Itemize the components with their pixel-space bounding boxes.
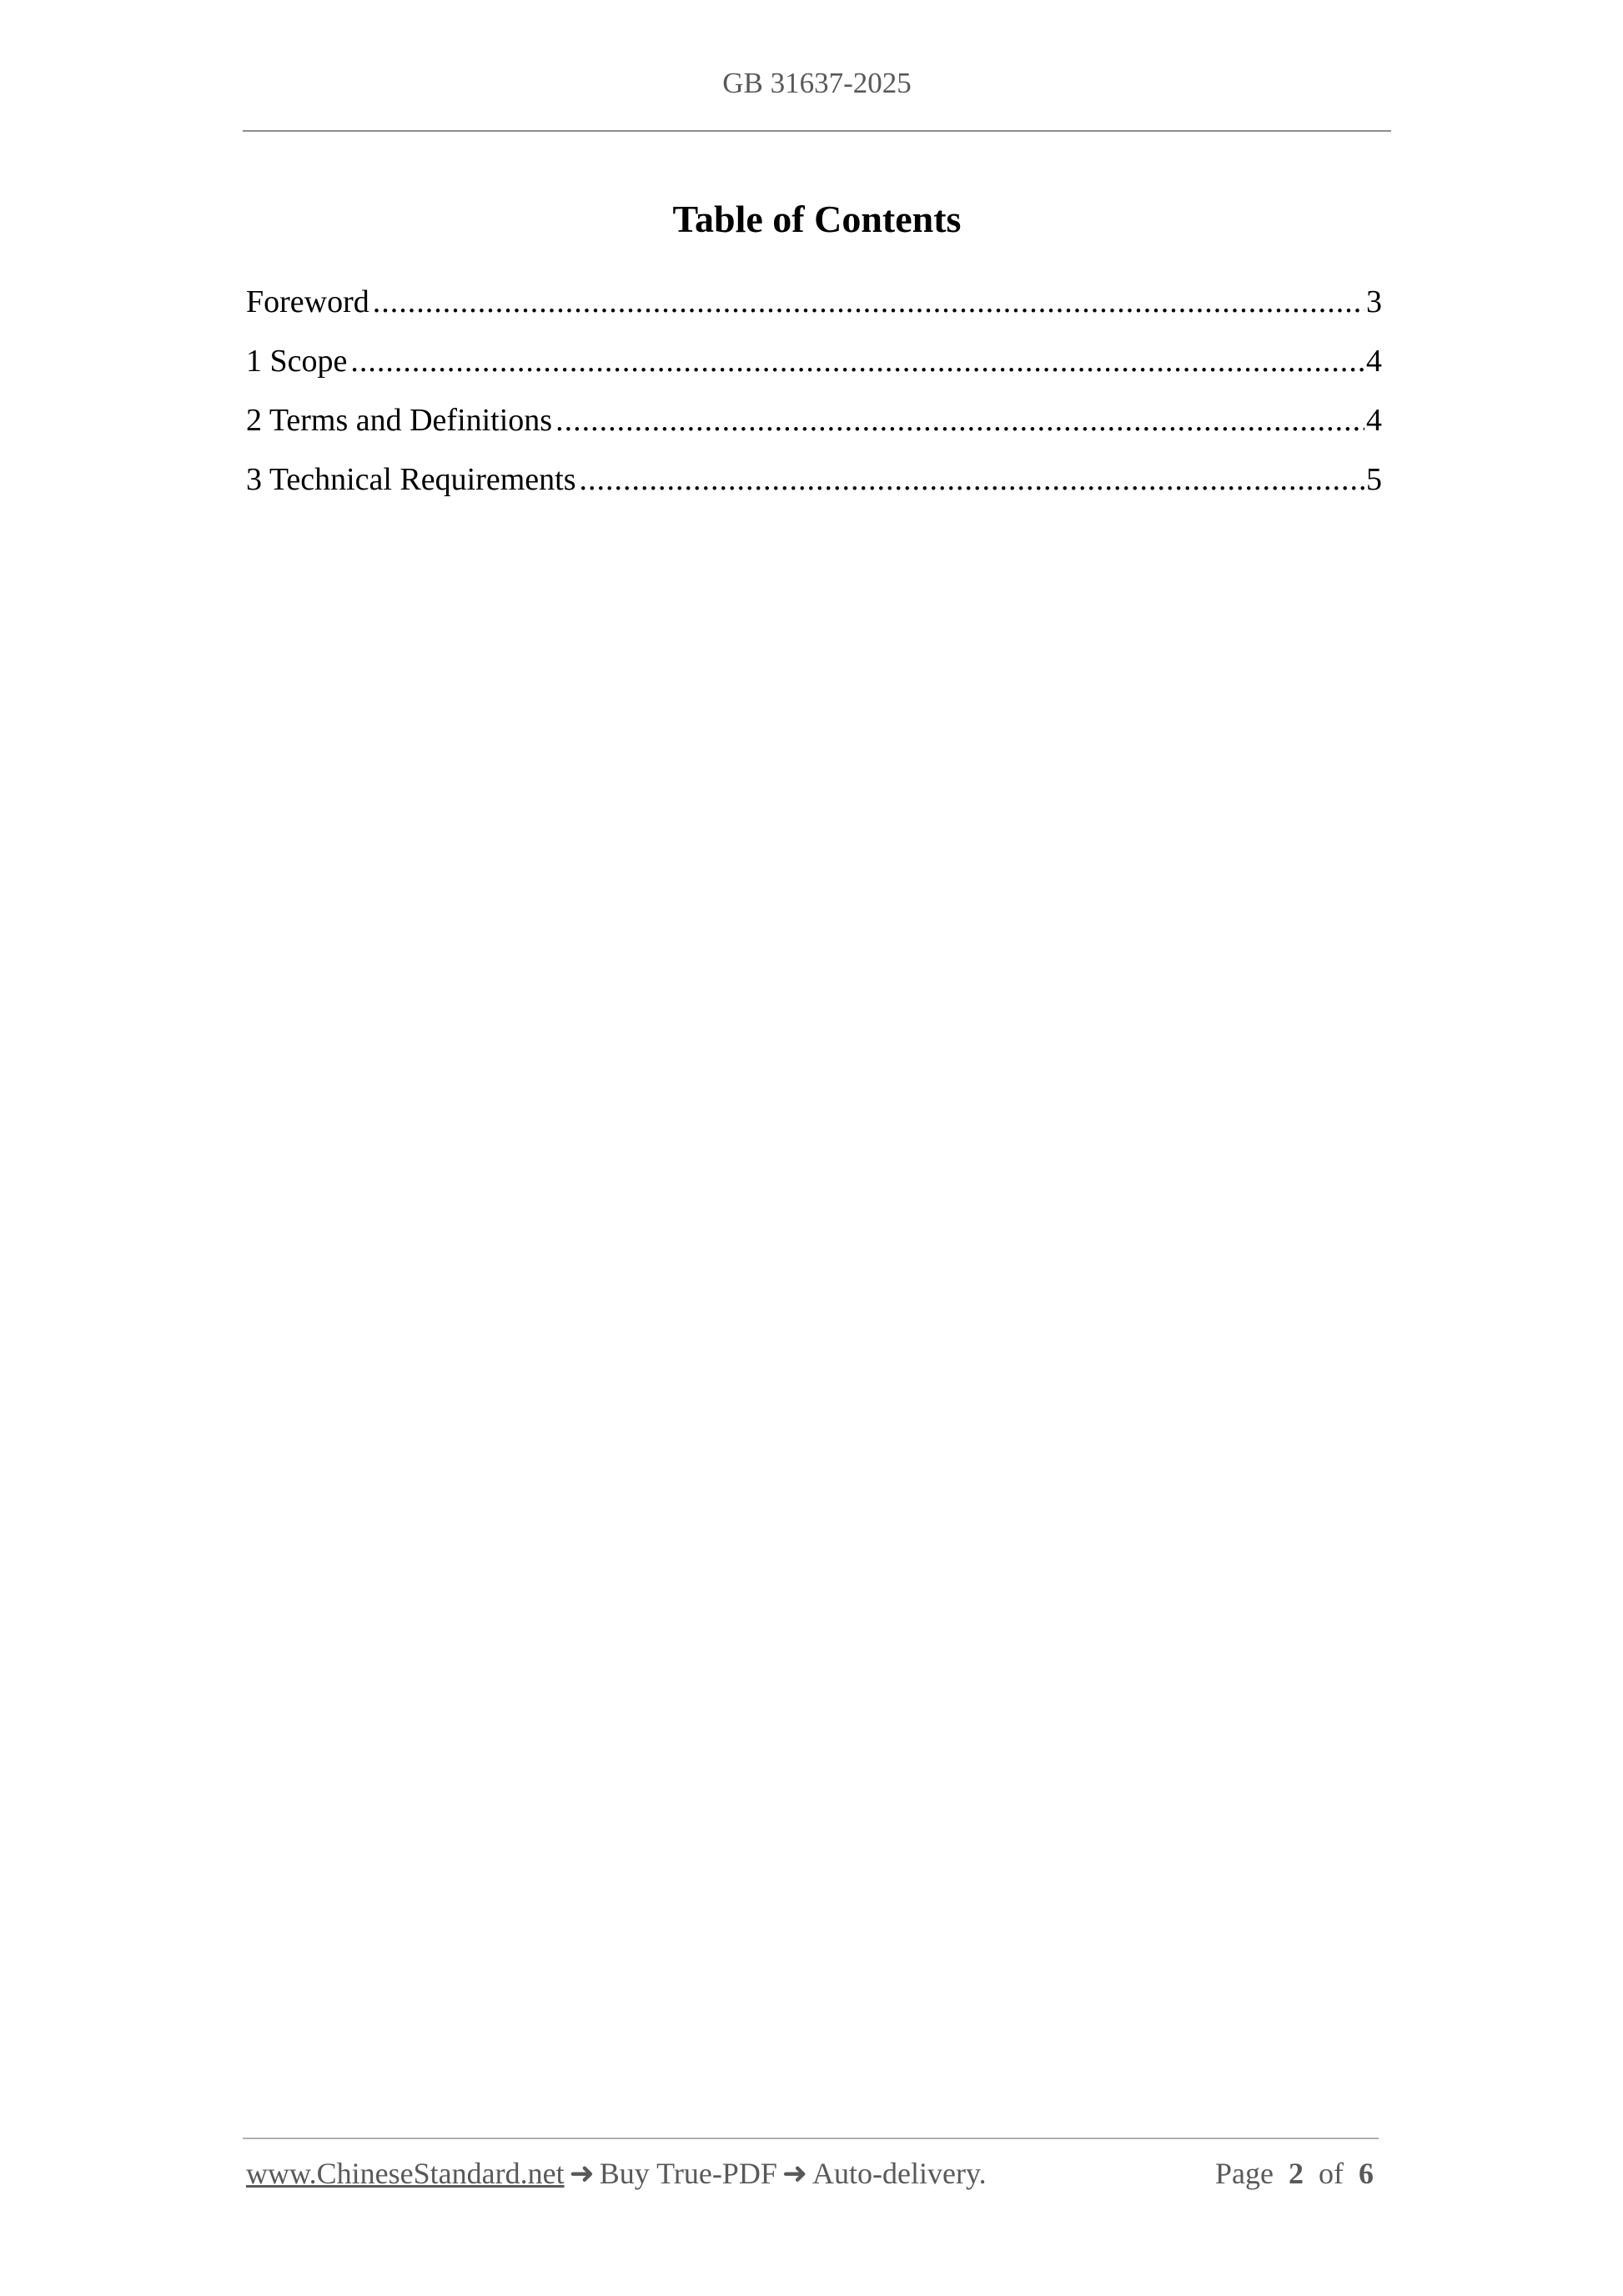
footer-step-buy: Buy True-PDF	[599, 2157, 777, 2190]
footer-promo	[246, 2158, 987, 2188]
page-header-doc-id: GB 31637-2025	[722, 67, 912, 99]
page-current: 2	[1289, 2157, 1304, 2190]
toc-dot-leader	[555, 404, 1364, 436]
toc-entry-page: 4	[1366, 345, 1382, 379]
toc-entry-page: 4	[1366, 404, 1382, 438]
page-total: 6	[1359, 2157, 1374, 2190]
page-word: Page	[1215, 2157, 1274, 2190]
footer-step-delivery: Auto-delivery.	[812, 2157, 987, 2190]
toc-title: Table of Contents	[672, 198, 962, 240]
toc-entry-scope[interactable]	[246, 345, 1382, 404]
of-word: of	[1319, 2157, 1344, 2190]
toc-entry-label: Foreword	[246, 286, 369, 319]
toc-dot-leader	[580, 464, 1364, 495]
website-link[interactable]: www.ChineseStandard.net	[246, 2157, 565, 2190]
page-number	[1215, 2158, 1374, 2188]
toc-dot-leader	[350, 345, 1364, 377]
toc-dot-leader	[373, 286, 1364, 318]
toc-entry-label: 2 Terms and Definitions	[246, 404, 553, 438]
arrow-right-icon: ➜	[569, 2157, 595, 2190]
toc-entry-page: 3	[1366, 286, 1382, 319]
toc-entry-technical-requirements[interactable]	[246, 464, 1382, 523]
toc-list	[246, 286, 1382, 523]
toc-entry-page: 5	[1366, 464, 1382, 497]
arrow-right-icon: ➜	[781, 2157, 808, 2190]
toc-entry-label: 1 Scope	[246, 345, 348, 379]
toc-entry-label: 3 Technical Requirements	[246, 464, 576, 497]
header-divider	[243, 130, 1391, 132]
toc-entry-foreword[interactable]	[246, 286, 1382, 345]
toc-entry-terms-definitions[interactable]	[246, 404, 1382, 464]
footer-divider	[243, 2138, 1379, 2139]
